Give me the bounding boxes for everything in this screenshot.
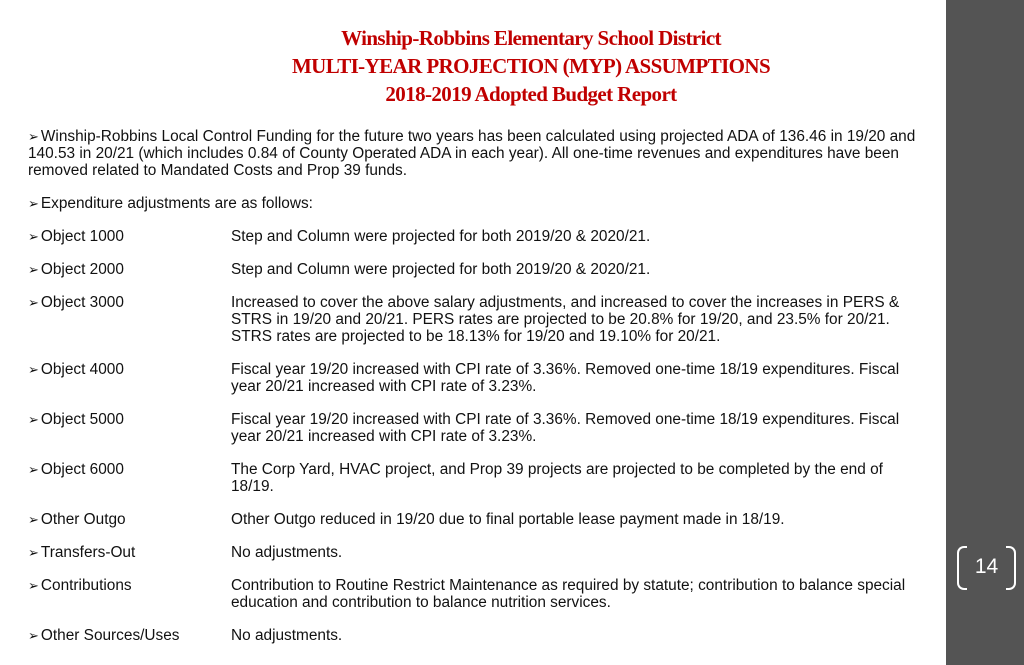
object-label: ➢ Other Outgo	[28, 511, 126, 528]
arrow-bullet-icon: ➢	[28, 412, 39, 427]
object-label: ➢ Object 2000	[28, 261, 124, 278]
object-label: ➢ Object 3000	[28, 294, 124, 311]
object-row	[28, 361, 928, 395]
object-label: ➢ Object 1000	[28, 228, 124, 245]
arrow-bullet-icon: ➢	[28, 578, 39, 593]
object-row	[28, 461, 928, 495]
slide-title	[120, 24, 942, 108]
object-row	[28, 511, 928, 528]
object-description: Fiscal year 19/20 increased with CPI rate of 3.36%. Removed one-time 18/19 expenditures. Fiscal year 20/21 increased with CPI rate of 3.23%.	[231, 361, 900, 395]
right-bracket-decoration	[1006, 546, 1016, 590]
expenditure-heading	[28, 195, 928, 212]
object-label: ➢ Object 5000	[28, 411, 124, 428]
object-label: ➢ Other Sources/Uses	[28, 627, 180, 644]
object-row	[28, 577, 928, 611]
object-label: ➢ Object 6000	[28, 461, 124, 478]
title-projection: MULTI-YEAR PROJECTION (MYP) ASSUMPTIONS	[291, 54, 771, 78]
object-row	[28, 544, 928, 561]
page-number: 14	[974, 555, 999, 578]
arrow-bullet-icon: ➢	[28, 462, 39, 477]
object-label: ➢ Transfers-Out	[28, 544, 136, 561]
object-row	[28, 228, 928, 245]
object-description: Other Outgo reduced in 19/20 due to final portable lease payment made in 18/19.	[231, 511, 785, 528]
arrow-bullet-icon: ➢	[28, 129, 39, 144]
arrow-bullet-icon: ➢	[28, 545, 39, 560]
page-number-badge	[955, 546, 1018, 588]
arrow-bullet-icon: ➢	[28, 196, 39, 211]
intro-paragraph	[28, 128, 928, 179]
object-description: Step and Column were projected for both 2019/20 & 2020/21.	[231, 261, 651, 278]
object-description: Increased to cover the above salary adjustments, and increased to cover the increases in PERS & STRS in 19/20 and 20/21. PERS rates are projected to be 20.8% for 19/20, and 23.5% for 20/21. STRS rates are projected to be 18.13% for 19/20 and 19.10% for 20/21.	[231, 294, 900, 345]
left-bracket-decoration	[957, 546, 967, 590]
object-row	[28, 261, 928, 278]
object-row	[28, 627, 928, 644]
object-description: No adjustments.	[231, 544, 343, 561]
object-description: No adjustments.	[231, 627, 343, 644]
object-label: ➢ Object 4000	[28, 361, 124, 378]
title-report: 2018-2019 Adopted Budget Report	[385, 82, 677, 106]
arrow-bullet-icon: ➢	[28, 229, 39, 244]
object-row	[28, 411, 928, 445]
object-description: Contribution to Routine Restrict Maintenance as required by statute; contribution to balance special education and contribution to balance nutrition services.	[231, 577, 906, 611]
object-description: The Corp Yard, HVAC project, and Prop 39 projects are projected to be completed by the end of 18/19.	[231, 461, 883, 495]
arrow-bullet-icon: ➢	[28, 295, 39, 310]
arrow-bullet-icon: ➢	[28, 512, 39, 527]
expenditure-heading-text: Expenditure adjustments are as follows:	[40, 195, 313, 212]
object-row	[28, 294, 928, 345]
object-description: Step and Column were projected for both 2019/20 & 2020/21.	[231, 228, 651, 245]
object-label: ➢ Contributions	[28, 577, 132, 594]
slide-content	[28, 128, 928, 644]
intro-text: Winship-Robbins Local Control Funding for the future two years has been calculated using projected ADA of 136.46 in 19/20 and 140.53 in 20/21 (which includes 0.84 of County Operated ADA in each year). All one-time revenues and expenditures have been removed related to Mandated Costs and Prop 39 funds.	[28, 128, 916, 179]
object-description: Fiscal year 19/20 increased with CPI rate of 3.36%. Removed one-time 18/19 expenditures. Fiscal year 20/21 increased with CPI rate of 3.23%.	[231, 411, 900, 445]
arrow-bullet-icon: ➢	[28, 628, 39, 643]
arrow-bullet-icon: ➢	[28, 262, 39, 277]
title-district: Winship-Robbins Elementary School District	[341, 26, 721, 50]
arrow-bullet-icon: ➢	[28, 362, 39, 377]
